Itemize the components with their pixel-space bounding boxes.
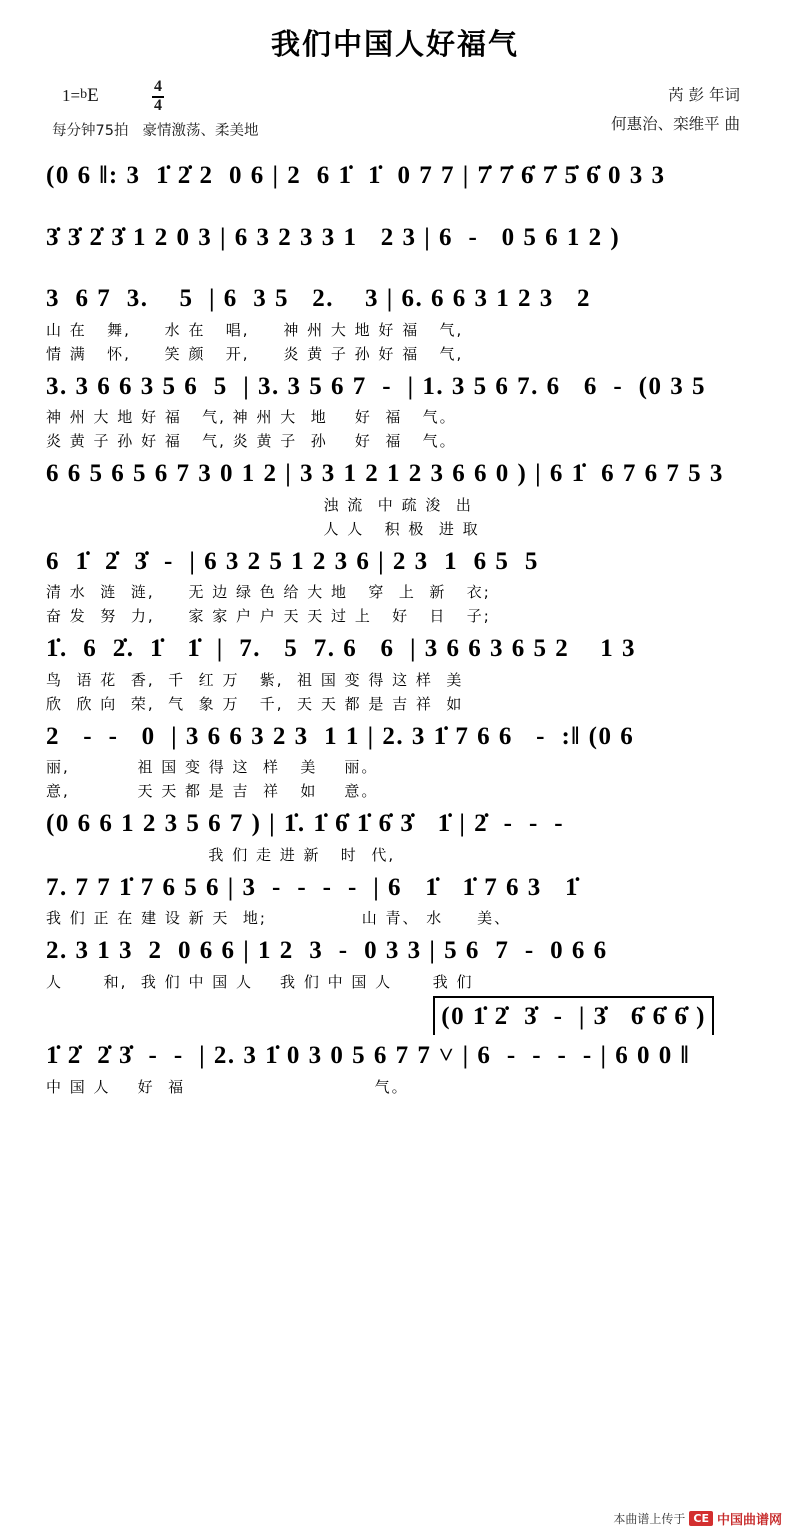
lyric-line-b: 奋 发 努 力, 家 家 户 户 天 天 过 上 好 日 子; (46, 607, 491, 625)
lyric-line-a (46, 256, 744, 278)
lyric-line-b: 人 人 积 极 进 取 (46, 519, 480, 538)
lyricist-credit: 芮 彭 年词 (668, 86, 740, 104)
credits-block (611, 81, 740, 140)
lyric-line-a: 我 们 正 在 建 设 新 天 地; 山 青、 水 美、 (46, 909, 512, 927)
footer-text: 本曲谱上传于 (613, 1512, 686, 1526)
lyric-line-a: 清 水 涟 涟, 无 边 绿 色 给 大 地 穿 上 新 衣; (46, 583, 491, 601)
music-system-13 (46, 1037, 744, 1099)
notation-line: 6 1̇ 2̇ 3̇ - | 6 3 2 5 1 2 3 6 | 2 3 1 6 5 5 (46, 547, 539, 575)
music-system-9 (46, 805, 744, 867)
meter-numerator: 4 (152, 79, 164, 98)
lyric-line-a: 神 州 大 地 好 福 气, 神 州 大 地 好 福 气。 (46, 408, 457, 426)
key-letter: E (87, 85, 99, 106)
lyric-line-a: 我 们 走 进 新 时 代, (46, 845, 396, 864)
music-system-8 (46, 718, 744, 804)
lyric-line-b: 意, 天 天 都 是 吉 祥 如 意。 (46, 782, 379, 800)
lyric-line-a: 浊 流 中 疏 浚 出 (46, 495, 473, 514)
music-system-5 (46, 455, 744, 541)
site-logo-icon: CE (689, 1511, 713, 1526)
music-body (46, 157, 744, 1099)
flat-icon: b (80, 87, 88, 102)
lyric-line-b: 情 满 怀, 笑 颜 开, 炎 黄 子 孙 好 福 气, (46, 344, 464, 363)
composer-credit: 何惠治、栾维平 曲 (611, 115, 740, 134)
notation-line: 3̇ 3̇ 2̇ 3̇ 1 2 0 3 | 6 3 2 3 3 1 2 3 | 6 - 0 5 6 1 2 ) (46, 223, 621, 251)
score-header (0, 79, 790, 157)
site-name: 中国曲谱网 (716, 1513, 782, 1528)
music-system-10 (46, 869, 744, 931)
lyric-line-a: 人 和, 我 们 中 国 人 我 们 中 国 人 我 们 (46, 972, 474, 991)
notation-line: 3. 3 6 6 3 5 6 5 | 3. 3 5 6 7 - | 1. 3 5 6 7. 6 6 - (0 3 5 (46, 372, 706, 400)
notation-line: 3 6 7 3. 5 | 6 3 5 2. 3 | 6. 6 6 3 1 2 3 2 (46, 285, 592, 312)
music-system-12 (46, 996, 744, 1036)
notation-line: 2. 3 1 3 2 0 6 6 | 1 2 3 - 0 3 3 | 5 6 7 - 0 6 6 (46, 937, 608, 964)
music-system-2 (46, 219, 744, 279)
notation-line: 6 6 5 6 5 6 7 3 0 1 2 | 3 3 1 2 1 2 3 6 6 0 ) | 6 1̇ 6 7 6 7 5 3 (46, 460, 724, 487)
time-signature (152, 79, 164, 115)
notation-line-ossia: (0 1̇ 2̇ 3̇ - | 3̇ 6̇ 6̇ 6̇ ) (433, 996, 714, 1036)
lyric-line-a (46, 195, 744, 217)
music-system-4 (46, 368, 744, 454)
page-title: 我们中国人好福气 (270, 27, 519, 61)
music-system-11 (46, 932, 744, 994)
lyric-line-a: 鸟 语 花 香, 千 红 万 紫, 祖 国 变 得 这 样 美 (46, 670, 464, 689)
key-signature (62, 85, 99, 107)
lyric-line-b: 炎 黄 子 孙 好 福 气, 炎 黄 子 孙 好 福 气。 (46, 432, 457, 450)
lyric-line-b: 欣 欣 向 荣, 气 象 万 千, 天 天 都 是 吉 祥 如 (46, 694, 464, 713)
tempo-value: 每分钟75拍 (52, 123, 129, 139)
music-system-3 (46, 280, 744, 366)
lyric-line-a: 丽, 祖 国 变 得 这 样 美 丽。 (46, 758, 379, 776)
music-system-1 (46, 157, 744, 217)
lyric-line-a: 中 国 人 好 福 气。 (46, 1077, 409, 1096)
notation-line: 7. 7 7 1̇ 7 6 5 6 | 3 - - - - | 6 1̇ 1̇ 7 6 3 1̇ (46, 873, 580, 901)
notation-line: 1̇. 6 2̇. 1̇ 1̇ | 7. 5 7. 6 6 | 3 6 6 3 6 5 2 1 3 (46, 635, 637, 662)
mood-marking: 豪情激荡、柔美地 (142, 123, 259, 139)
music-system-6 (46, 543, 744, 629)
notation-line: 1̇ 2̇ 2̇ 3̇ - - | 2. 3 1̇ 0 3 0 5 6 7 7 ˅ | 6 - - - - | 6 0 0 ‖ (46, 1042, 691, 1069)
notation-line: 2 - - 0 | 3 6 6 3 2 3 1 1 | 2. 3 1̇ 7 6 6 - :‖ (0 6 (46, 722, 635, 750)
meter-denominator: 4 (154, 96, 162, 114)
tempo-marking (52, 119, 258, 140)
notation-line: (0 6 ‖: 3 1̇ 2̇ 2 0 6 | 2 6 1̇ 1̇ 0 7 7 | 7̇ 7̇ 6̇ 7̇ 5̇ 6̇ 0 3 3 (46, 162, 666, 189)
notation-line: (0 6 6 1 2 3 5 6 7 ) | 1̇. 1̇ 6̇ 1̇ 6̇ 3̇ 1̇ | 2̇ - - - (46, 810, 565, 837)
key-label: 1= (62, 86, 81, 105)
music-system-7 (46, 630, 744, 716)
lyric-line-a: 山 在 舞, 水 在 唱, 神 州 大 地 好 福 气, (46, 320, 464, 339)
sheet-music-page (0, 22, 790, 1534)
